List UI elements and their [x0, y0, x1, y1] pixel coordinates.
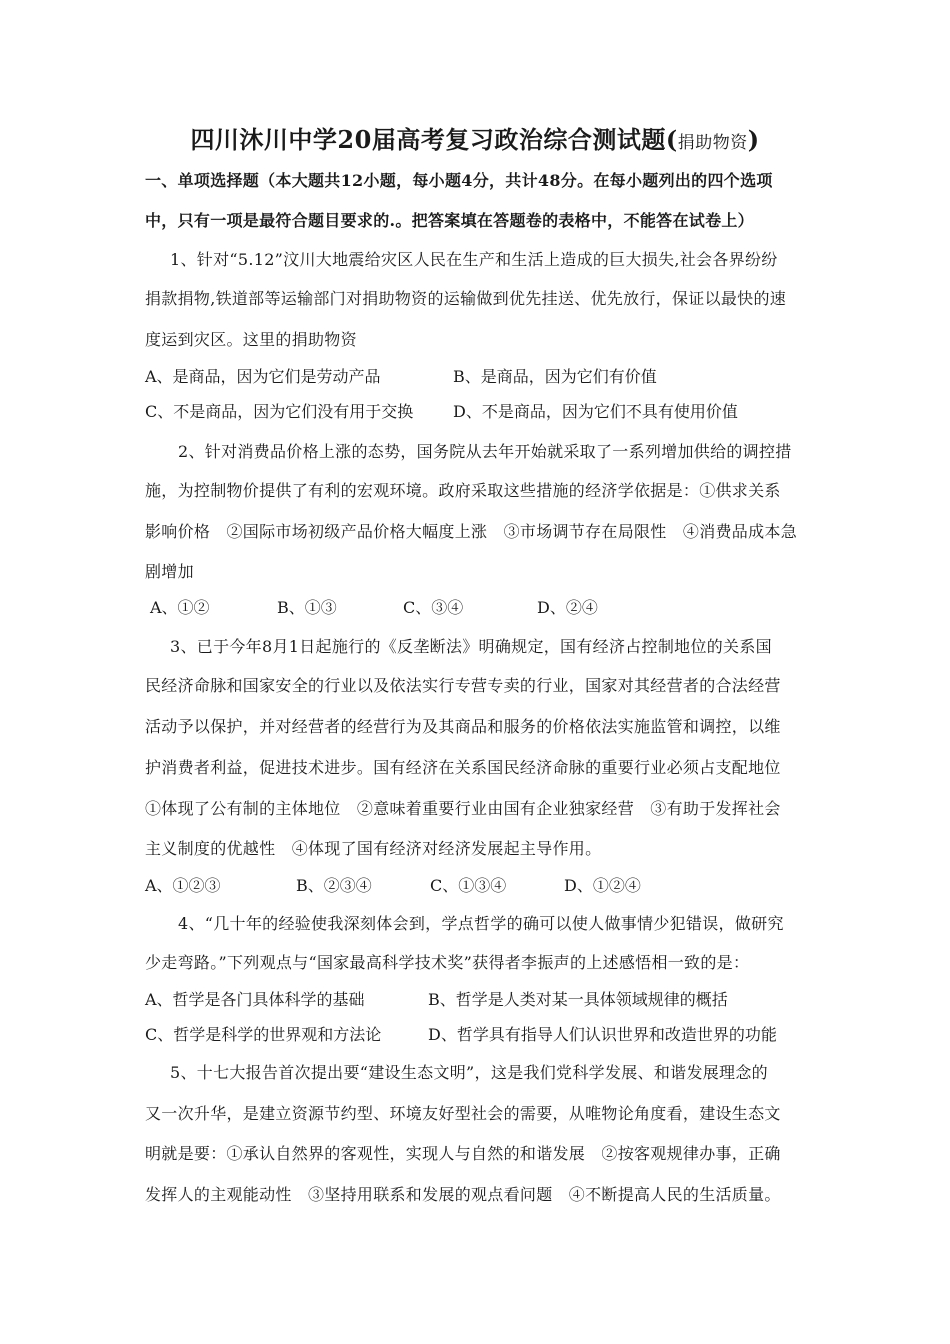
question-3-option-b: B、②③④: [296, 876, 372, 895]
question-4-option-c: C、哲学是科学的世界观和方法论: [145, 1025, 382, 1044]
question-3-line-1: 3、已于今年8月1日起施行的《反垄断法》明确规定，国有经济占控制地位的关系国: [170, 637, 772, 656]
question-3-option-d: D、①②④: [564, 876, 641, 895]
question-4-option-b: B、哲学是人类对某一具体领域规律的概括: [428, 990, 728, 1009]
question-3-line-2: 民经济命脉和国家安全的行业以及依法实行专营专卖的行业，国家对其经营者的合法经营: [145, 676, 781, 695]
question-2-line-3: 影响价格 ②国际市场初级产品价格大幅度上涨 ③市场调节存在局限性 ④消费品成本急: [145, 522, 798, 541]
title-close-paren: ): [747, 125, 760, 154]
section-heading-line-1: 一、单项选择题（本大题共12小题，每小题4分，共计48分。在每小题列出的四个选项: [145, 171, 773, 190]
question-2-line-2: 施，为控制物价提供了有利的宏观环境。政府采取这些措施的经济学依据是：①供求关系: [145, 481, 781, 500]
page-title: [0, 120, 950, 155]
title-subtitle: 捐助物资: [677, 133, 748, 153]
question-2-line-4: 剧增加: [145, 562, 194, 581]
question-1-option-b: B、是商品，因为它们有价值: [453, 367, 657, 386]
question-4-line-1: 4、“几十年的经验使我深刻体会到，学点哲学的确可以使人做事情少犯错误，做研究: [178, 914, 784, 933]
question-3-line-4: 护消费者利益，促进技术进步。国有经济在关系国民经济命脉的重要行业必须占支配地位: [145, 758, 781, 777]
question-1-option-c: C、不是商品，因为它们没有用于交换: [145, 402, 414, 421]
question-2-line-1: 2、针对消费品价格上涨的态势，国务院从去年开始就采取了一系列增加供给的调控措: [178, 442, 792, 461]
question-4-option-a: A、哲学是各门具体科学的基础: [145, 990, 365, 1009]
question-4-option-d: D、哲学具有指导人们认识世界和改造世界的功能: [428, 1025, 777, 1044]
question-3-line-5: ①体现了公有制的主体地位 ②意味着重要行业由国有企业独家经营 ③有助于发挥社会: [145, 799, 781, 818]
question-1-option-d: D、不是商品，因为它们不具有使用价值: [453, 402, 738, 421]
question-2-option-d: D、②④: [537, 598, 598, 617]
question-1-line-2: 捐款捐物,铁道部等运输部门对捐助物资的运输做到优先挂送、优先放行，保证以最快的速: [145, 289, 787, 308]
question-5-line-1: 5、十七大报告首次提出要“建设生态文明”，这是我们党科学发展、和谐发展理念的: [170, 1063, 768, 1082]
question-3-line-3: 活动予以保护，并对经营者的经营行为及其商品和服务的价格依法实施监管和调控，以维: [145, 717, 781, 736]
question-1-line-3: 度运到灾区。这里的捐助物资: [145, 330, 357, 349]
question-3-option-a: A、①②③: [145, 876, 221, 895]
question-2-option-b: B、①③: [277, 598, 337, 617]
question-5-line-3: 明就是要：①承认自然界的客观性，实现人与自然的和谐发展 ②按客观规律办事，正确: [145, 1144, 781, 1163]
question-3-line-6: 主义制度的优越性 ④体现了国有经济对经济发展起主导作用。: [145, 839, 602, 858]
question-4-line-2: 少走弯路。”下列观点与“国家最高科学技术奖”获得者李振声的上述感悟相一致的是：: [145, 953, 750, 972]
section-heading-line-2: 中，只有一项是最符合题目要求的.。把答案填在答题卷的表格中，不能答在试卷上）: [145, 211, 754, 230]
question-2-option-a: A、①②: [150, 598, 210, 617]
question-1-option-a: A、是商品，因为它们是劳动产品: [145, 367, 381, 386]
question-1-line-1: 1、针对“5.12”汶川大地震给灾区人民在生产和生活上造成的巨大损失,社会各界纷纷: [170, 250, 778, 269]
question-5-line-4: 发挥人的主观能动性 ③坚持用联系和发展的观点看问题 ④不断提高人民的生活质量。: [145, 1185, 781, 1204]
title-main: 四川沐川中学20届高考复习政治综合测试题(: [190, 125, 678, 154]
question-5-line-2: 又一次升华，是建立资源节约型、环境友好型社会的需要，从唯物论角度看，建设生态文: [145, 1104, 781, 1123]
question-2-option-c: C、③④: [403, 598, 464, 617]
question-3-option-c: C、①③④: [430, 876, 507, 895]
